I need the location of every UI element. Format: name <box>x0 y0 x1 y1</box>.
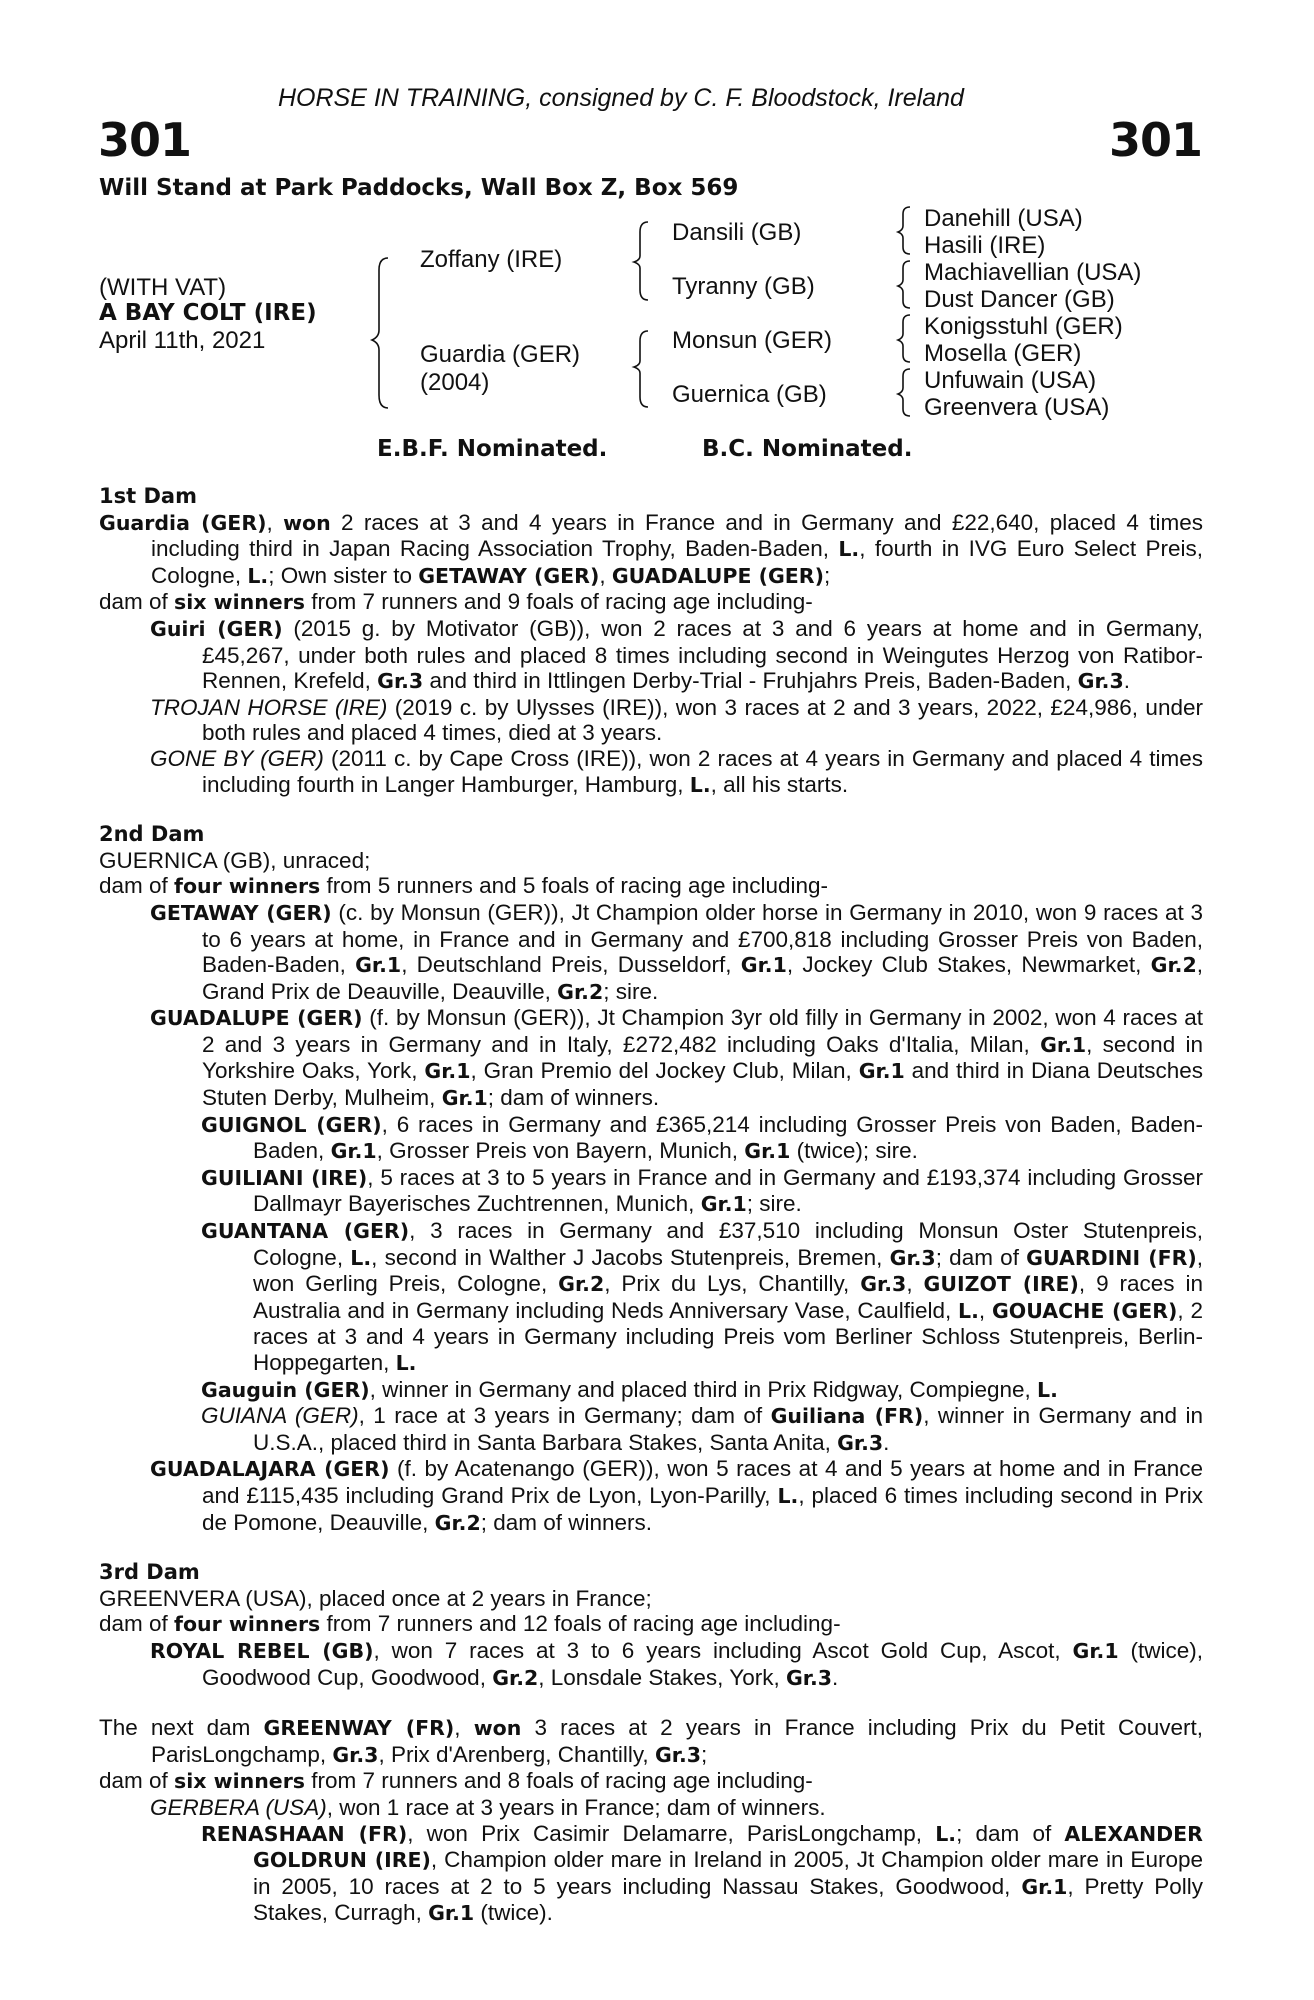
bold-text: L. <box>935 1821 957 1846</box>
bold-text: L. <box>838 537 860 562</box>
spacer <box>99 1691 1203 1715</box>
pedigree-paragraph <box>99 695 1203 746</box>
bold-text: Gr.1 <box>1072 1638 1119 1663</box>
text-run: , Champion older mare in Ireland in 2005, Jt Champion older mare in Europe in 2005, 10 races at 2 to 5 years including Nassau Stakes, Goodwood, <box>253 1847 1203 1899</box>
text-run: , 1 race at 3 years in Germany; dam of <box>358 1403 771 1429</box>
bold-text: Guiliana (FR) <box>770 1404 924 1429</box>
text-run: (twice). <box>474 1900 553 1926</box>
pedigree-paragraph <box>99 1377 1203 1404</box>
bold-text: Gr.3 <box>654 1742 702 1767</box>
bold-text: GETAWAY (GER) <box>150 900 332 925</box>
bold-text: L. <box>777 1483 799 1508</box>
dam-sire: Monsun (GER) <box>672 327 833 354</box>
text-run: (2015 g. by Motivator (GB)), won 2 races at 3 and 6 years at home and in Germany, £45,267, under both rules and placed 8 times including second in Weingutes Herzog von Ratibor-Rennen, Krefeld, <box>202 615 1204 694</box>
bold-text: Gauguin (GER) <box>201 1377 370 1402</box>
text-run: ; sire. <box>603 978 659 1004</box>
text-run: , 6 races in Germany and £365,214 including Grosser Preis von Baden, Baden-Baden, <box>253 1111 1203 1164</box>
bracket-g4 <box>898 369 910 416</box>
text-run: , 2 races at 3 and 4 years in Germany including Preis vom Berliner Schloss Stutenpreis, Berlin-Hoppegarten, <box>253 1297 1203 1375</box>
text-run: 3 races at 2 years in France including Prix du Petit Couvert, ParisLongchamp, <box>151 1715 1204 1767</box>
text-run: (2019 c. by Ulysses (IRE)), won 3 races at 2 and 3 years, 2022, £24,986, under both rules and placed 4 times, died at 3 years. <box>202 694 1203 746</box>
text-run: (f. by Monsun (GER)), Jt Champion 3yr old filly in Germany in 2002, won 4 races at 2 and 3 years in Germany and in Italy, £272,482 including Oaks d'Italia, Milan, <box>202 1005 1203 1057</box>
text-run: , all his starts. <box>710 771 849 797</box>
text-run: from 5 runners and 5 foals of racing age including- <box>320 873 829 899</box>
pedigree-paragraph <box>99 1456 1203 1536</box>
bracket-main <box>372 258 388 408</box>
bold-text: Gr.3 <box>332 1742 379 1767</box>
pedigree-paragraph <box>99 1165 1203 1218</box>
text-run: , <box>454 1715 474 1741</box>
text-run: , second in Walther J Jacobs Stutenpreis, Bremen, <box>371 1244 890 1270</box>
text-run: , won Prix Casimir Delamarre, ParisLongchamp, <box>407 1820 936 1846</box>
text-run: dam of <box>99 873 175 899</box>
text-run: , <box>978 1297 992 1323</box>
bold-text: six winners <box>174 1769 306 1794</box>
text-run: , <box>266 509 284 535</box>
bold-text: L. <box>1037 1377 1058 1402</box>
bold-text: four winners <box>174 874 321 899</box>
bold-text: ROYAL REBEL (GB) <box>150 1638 374 1663</box>
pedigree-paragraph <box>99 848 1203 874</box>
bold-text: L. <box>247 563 269 588</box>
bold-text: GUADALUPE (GER) <box>150 1006 363 1031</box>
text-run: GREENVERA (USA), placed once at 2 years in France; <box>99 1585 652 1611</box>
bold-text: Gr.1 <box>441 1086 488 1111</box>
bold-text: won <box>283 510 331 535</box>
bold-text: GETAWAY (GER) <box>418 563 600 588</box>
pedigree-paragraph <box>99 873 1203 900</box>
text-run: , Lonsdale Stakes, York, <box>538 1664 786 1690</box>
pedigree-paragraph <box>99 1586 1203 1612</box>
bold-text: L. <box>958 1298 979 1323</box>
dam-name: Guardia (GER) <box>420 341 581 368</box>
text-run: GUERNICA (GB), unraced; <box>99 847 371 873</box>
section-heading: 3rd Dam <box>99 1560 200 1585</box>
bold-text: six winners <box>174 590 306 615</box>
gg-6: Mosella (GER) <box>924 340 1082 367</box>
bold-text: Gr.1 <box>355 953 402 978</box>
pedigree-brackets <box>0 0 1314 460</box>
bold-text: Gr.1 <box>1040 1032 1087 1057</box>
section-heading: 1st Dam <box>99 484 197 508</box>
gg-5: Konigsstuhl (GER) <box>924 313 1123 340</box>
text-run: , second in Yorkshire Oaks, York, <box>202 1031 1203 1084</box>
text-run: dam of <box>99 589 175 615</box>
bold-text: Gr.1 <box>744 1139 791 1164</box>
text-run: , 5 races at 3 to 5 years in France and in Germany and £193,374 including Grosser Dallmayr Bayerisches Zuchtrennen, Munich, <box>253 1164 1203 1217</box>
pedigree-paragraph <box>99 1768 1203 1795</box>
bold-text: Gr.1 <box>740 953 787 978</box>
text-run: , Grand Prix de Deauville, Deauville, <box>202 952 1203 1004</box>
bold-text: Gr.1 <box>1021 1874 1068 1899</box>
bold-text: GUADALUPE (GER) <box>611 563 824 588</box>
text-run: , Prix d'Arenberg, Chantilly, <box>378 1741 655 1767</box>
bold-text: Gr.1 <box>700 1192 747 1217</box>
lot-number-right: 301 <box>1108 113 1202 167</box>
bold-text: Gr.3 <box>785 1665 833 1690</box>
text-run: , placed 6 times including second in Prix de Pomone, Deauville, <box>202 1482 1203 1535</box>
bracket-g1 <box>898 207 910 254</box>
pedigree-paragraph <box>99 589 1203 616</box>
text-run: ; <box>823 562 831 588</box>
text-run: from 7 runners and 8 foals of racing age including- <box>305 1768 813 1794</box>
bold-text: GUARDINI (FR) <box>1026 1245 1197 1270</box>
bracket-dam <box>634 331 648 407</box>
bold-text: won <box>473 1716 522 1741</box>
text-run: ; dam of winners. <box>487 1085 660 1111</box>
gg-2: Hasili (IRE) <box>924 232 1046 259</box>
bold-text: Gr.1 <box>424 1059 471 1084</box>
bold-text: Gr.2 <box>557 979 604 1004</box>
text-run: , <box>906 1271 924 1297</box>
bold-text: L. <box>350 1245 372 1270</box>
bold-text: L. <box>689 772 711 797</box>
bold-text: GUILIANI (IRE) <box>201 1165 368 1190</box>
text-run: , Pretty Polly Stakes, Curragh, <box>253 1873 1203 1926</box>
bold-text: GOUACHE (GER) <box>991 1298 1178 1323</box>
pedigree-notes <box>99 484 1203 1927</box>
bold-text: Gr.3 <box>377 669 424 694</box>
pedigree-paragraph <box>99 1005 1203 1111</box>
italic-text: GONE BY (GER) <box>150 745 324 771</box>
section-heading: 2nd Dam <box>99 822 205 847</box>
text-run: , won 7 races at 3 to 6 years including Ascot Gold Cup, Ascot, <box>373 1637 1073 1663</box>
bold-text: RENASHAAN (FR) <box>201 1821 408 1846</box>
text-run: . <box>832 1664 839 1690</box>
text-run: (twice), Goodwood Cup, Goodwood, <box>202 1637 1203 1690</box>
bold-text: Gr.2 <box>492 1665 539 1690</box>
bold-text: Gr.2 <box>1150 953 1197 978</box>
pedigree-paragraph <box>99 616 1203 695</box>
text-run: , 3 races in Germany and £37,510 including Monsun Oster Stutenpreis, Cologne, <box>253 1218 1203 1270</box>
text-run: . <box>883 1429 890 1455</box>
italic-text: GUIANA (GER) <box>201 1403 359 1429</box>
foaling-date: April 11th, 2021 <box>99 327 266 354</box>
text-run: dam of <box>99 1768 175 1794</box>
bracket-g2 <box>898 261 910 308</box>
pedigree-paragraph <box>99 1112 1203 1165</box>
bold-text: Gr.3 <box>889 1245 936 1270</box>
bold-text: Gr.1 <box>858 1059 905 1084</box>
bold-text: four winners <box>174 1612 321 1637</box>
text-run: (2011 c. by Cape Cross (IRE)), won 2 races at 4 years in Germany and placed 4 times including fourth in Langer Hamburger, Hamburg, <box>202 745 1203 797</box>
bold-text: ALEXANDER GOLDRUN (IRE) <box>253 1821 1203 1873</box>
text-run: , won 1 race at 3 years in France; dam of winners. <box>326 1794 826 1820</box>
bold-text: GUIZOT (IRE) <box>923 1272 1079 1297</box>
text-run: and third in Ittlingen Derby-Trial - Fruhjahrs Preis, Baden-Baden, <box>423 668 1078 694</box>
text-run: ; sire. <box>746 1191 802 1217</box>
italic-text: GERBERA (USA) <box>150 1794 327 1820</box>
text-run: , Jockey Club Stakes, Newmarket, <box>786 952 1151 978</box>
bracket-sire <box>634 222 648 300</box>
bold-text: Gr.3 <box>1077 669 1124 694</box>
text-run: ; dam of winners. <box>480 1509 653 1535</box>
bold-text: Gr.2 <box>558 1272 605 1297</box>
bold-text: Gr.1 <box>330 1139 377 1164</box>
text-run: , Prix du Lys, Chantilly, <box>604 1271 861 1297</box>
text-run: dam of <box>99 1611 175 1637</box>
horse-name: A BAY COLT (IRE) <box>99 300 317 326</box>
bold-text: Guiri (GER) <box>150 616 283 641</box>
dam-year: (2004) <box>420 369 490 396</box>
gg-4: Dust Dancer (GB) <box>924 286 1115 313</box>
text-run: . <box>1123 668 1131 694</box>
bold-text: GUADALAJARA (GER) <box>150 1457 390 1482</box>
pedigree-paragraph <box>99 1218 1203 1377</box>
text-run: , Deutschland Preis, Dusseldorf, <box>401 952 741 978</box>
italic-text: TROJAN HORSE (IRE) <box>150 694 388 720</box>
bold-text: Gr.1 <box>428 1901 475 1926</box>
text-run: ; <box>701 1741 708 1767</box>
text-run: The next dam <box>99 1715 264 1741</box>
text-run: , <box>599 562 612 588</box>
sire-sire: Dansili (GB) <box>672 219 802 246</box>
bc-nomination: B.C. Nominated. <box>702 436 913 462</box>
bold-text: L. <box>395 1351 417 1375</box>
text-run: , fourth in IVG Euro Select Preis, Cologne, <box>151 536 1204 588</box>
pedigree-paragraph <box>99 1638 1203 1691</box>
gg-8: Greenvera (USA) <box>924 394 1110 421</box>
catalogue-subtitle: HORSE IN TRAINING, consigned by C. F. Bloodstock, Ireland <box>278 84 964 112</box>
gg-7: Unfuwain (USA) <box>924 367 1097 394</box>
sire-dam: Tyranny (GB) <box>672 273 815 300</box>
pedigree-paragraph <box>99 1715 1203 1768</box>
gg-1: Danehill (USA) <box>924 205 1083 232</box>
dam-dam: Guernica (GB) <box>672 381 827 408</box>
text-run: , 9 races in Australia and in Germany including Neds Anniversary Vase, Caulfield, <box>253 1271 1203 1323</box>
stand-location: Will Stand at Park Paddocks, Wall Box Z, Box 569 <box>99 175 739 201</box>
bold-text: GREENWAY (FR) <box>263 1716 455 1741</box>
text-run: , winner in Germany and in U.S.A., placed third in Santa Barbara Stakes, Santa Anita, <box>253 1403 1203 1455</box>
pedigree-paragraph <box>99 1611 1203 1638</box>
pedigree-paragraph <box>99 746 1203 798</box>
text-run: (twice); sire. <box>790 1138 918 1164</box>
sire-name: Zoffany (IRE) <box>420 246 563 273</box>
text-run: from 7 runners and 12 foals of racing age including- <box>320 1611 841 1637</box>
bold-text: Gr.3 <box>837 1430 884 1455</box>
pedigree-paragraph <box>99 1821 1203 1927</box>
pedigree-paragraph <box>99 1795 1203 1821</box>
text-run: , winner in Germany and placed third in Prix Ridgway, Compiegne, <box>369 1376 1038 1402</box>
text-run: , Gran Premio del Jockey Club, Milan, <box>470 1058 859 1084</box>
pedigree-paragraph <box>99 900 1203 1005</box>
text-run: 2 races at 3 and 4 years in France and in Germany and £22,640, placed 4 times including third in Japan Racing Association Trophy, Baden-Baden, <box>151 509 1203 562</box>
bracket-g3 <box>898 315 910 362</box>
bold-text: Gr.2 <box>434 1510 481 1535</box>
text-run: and third in Diana Deutsches Stuten Derby, Mulheim, <box>202 1058 1204 1111</box>
bold-text: Guardia (GER) <box>99 510 267 535</box>
text-run: (f. by Acatenango (GER)), won 5 races at 4 and 5 years at home and in France and £115,435 including Grand Prix de Lyon, Lyon-Parilly, <box>202 1456 1204 1508</box>
gg-3: Machiavellian (USA) <box>924 259 1142 286</box>
text-run: ; dam of <box>956 1820 1065 1846</box>
pedigree-paragraph <box>99 1403 1203 1456</box>
ebf-nomination: E.B.F. Nominated. <box>377 436 608 462</box>
text-run: from 7 runners and 9 foals of racing age including- <box>305 589 813 615</box>
text-run: ; Own sister to <box>268 562 419 588</box>
bold-text: GUIGNOL (GER) <box>201 1112 382 1137</box>
vat-note: (WITH VAT) <box>99 274 227 301</box>
text-run: , Grosser Preis von Bayern, Munich, <box>376 1138 745 1164</box>
text-run: (c. by Monsun (GER)), Jt Champion older horse in Germany in 2010, won 9 races at 3 to 6 years at home, in France and in Germany and £700,818 including Grosser Preis von Baden, Baden-Baden, <box>202 899 1203 978</box>
text-run: ; dam of <box>935 1244 1027 1270</box>
bold-text: Gr.3 <box>860 1272 907 1297</box>
bold-text: GUANTANA (GER) <box>201 1219 410 1244</box>
lot-number-left: 301 <box>98 113 192 167</box>
text-run: , won Gerling Preis, Cologne, <box>253 1244 1203 1297</box>
pedigree-paragraph <box>99 510 1203 590</box>
